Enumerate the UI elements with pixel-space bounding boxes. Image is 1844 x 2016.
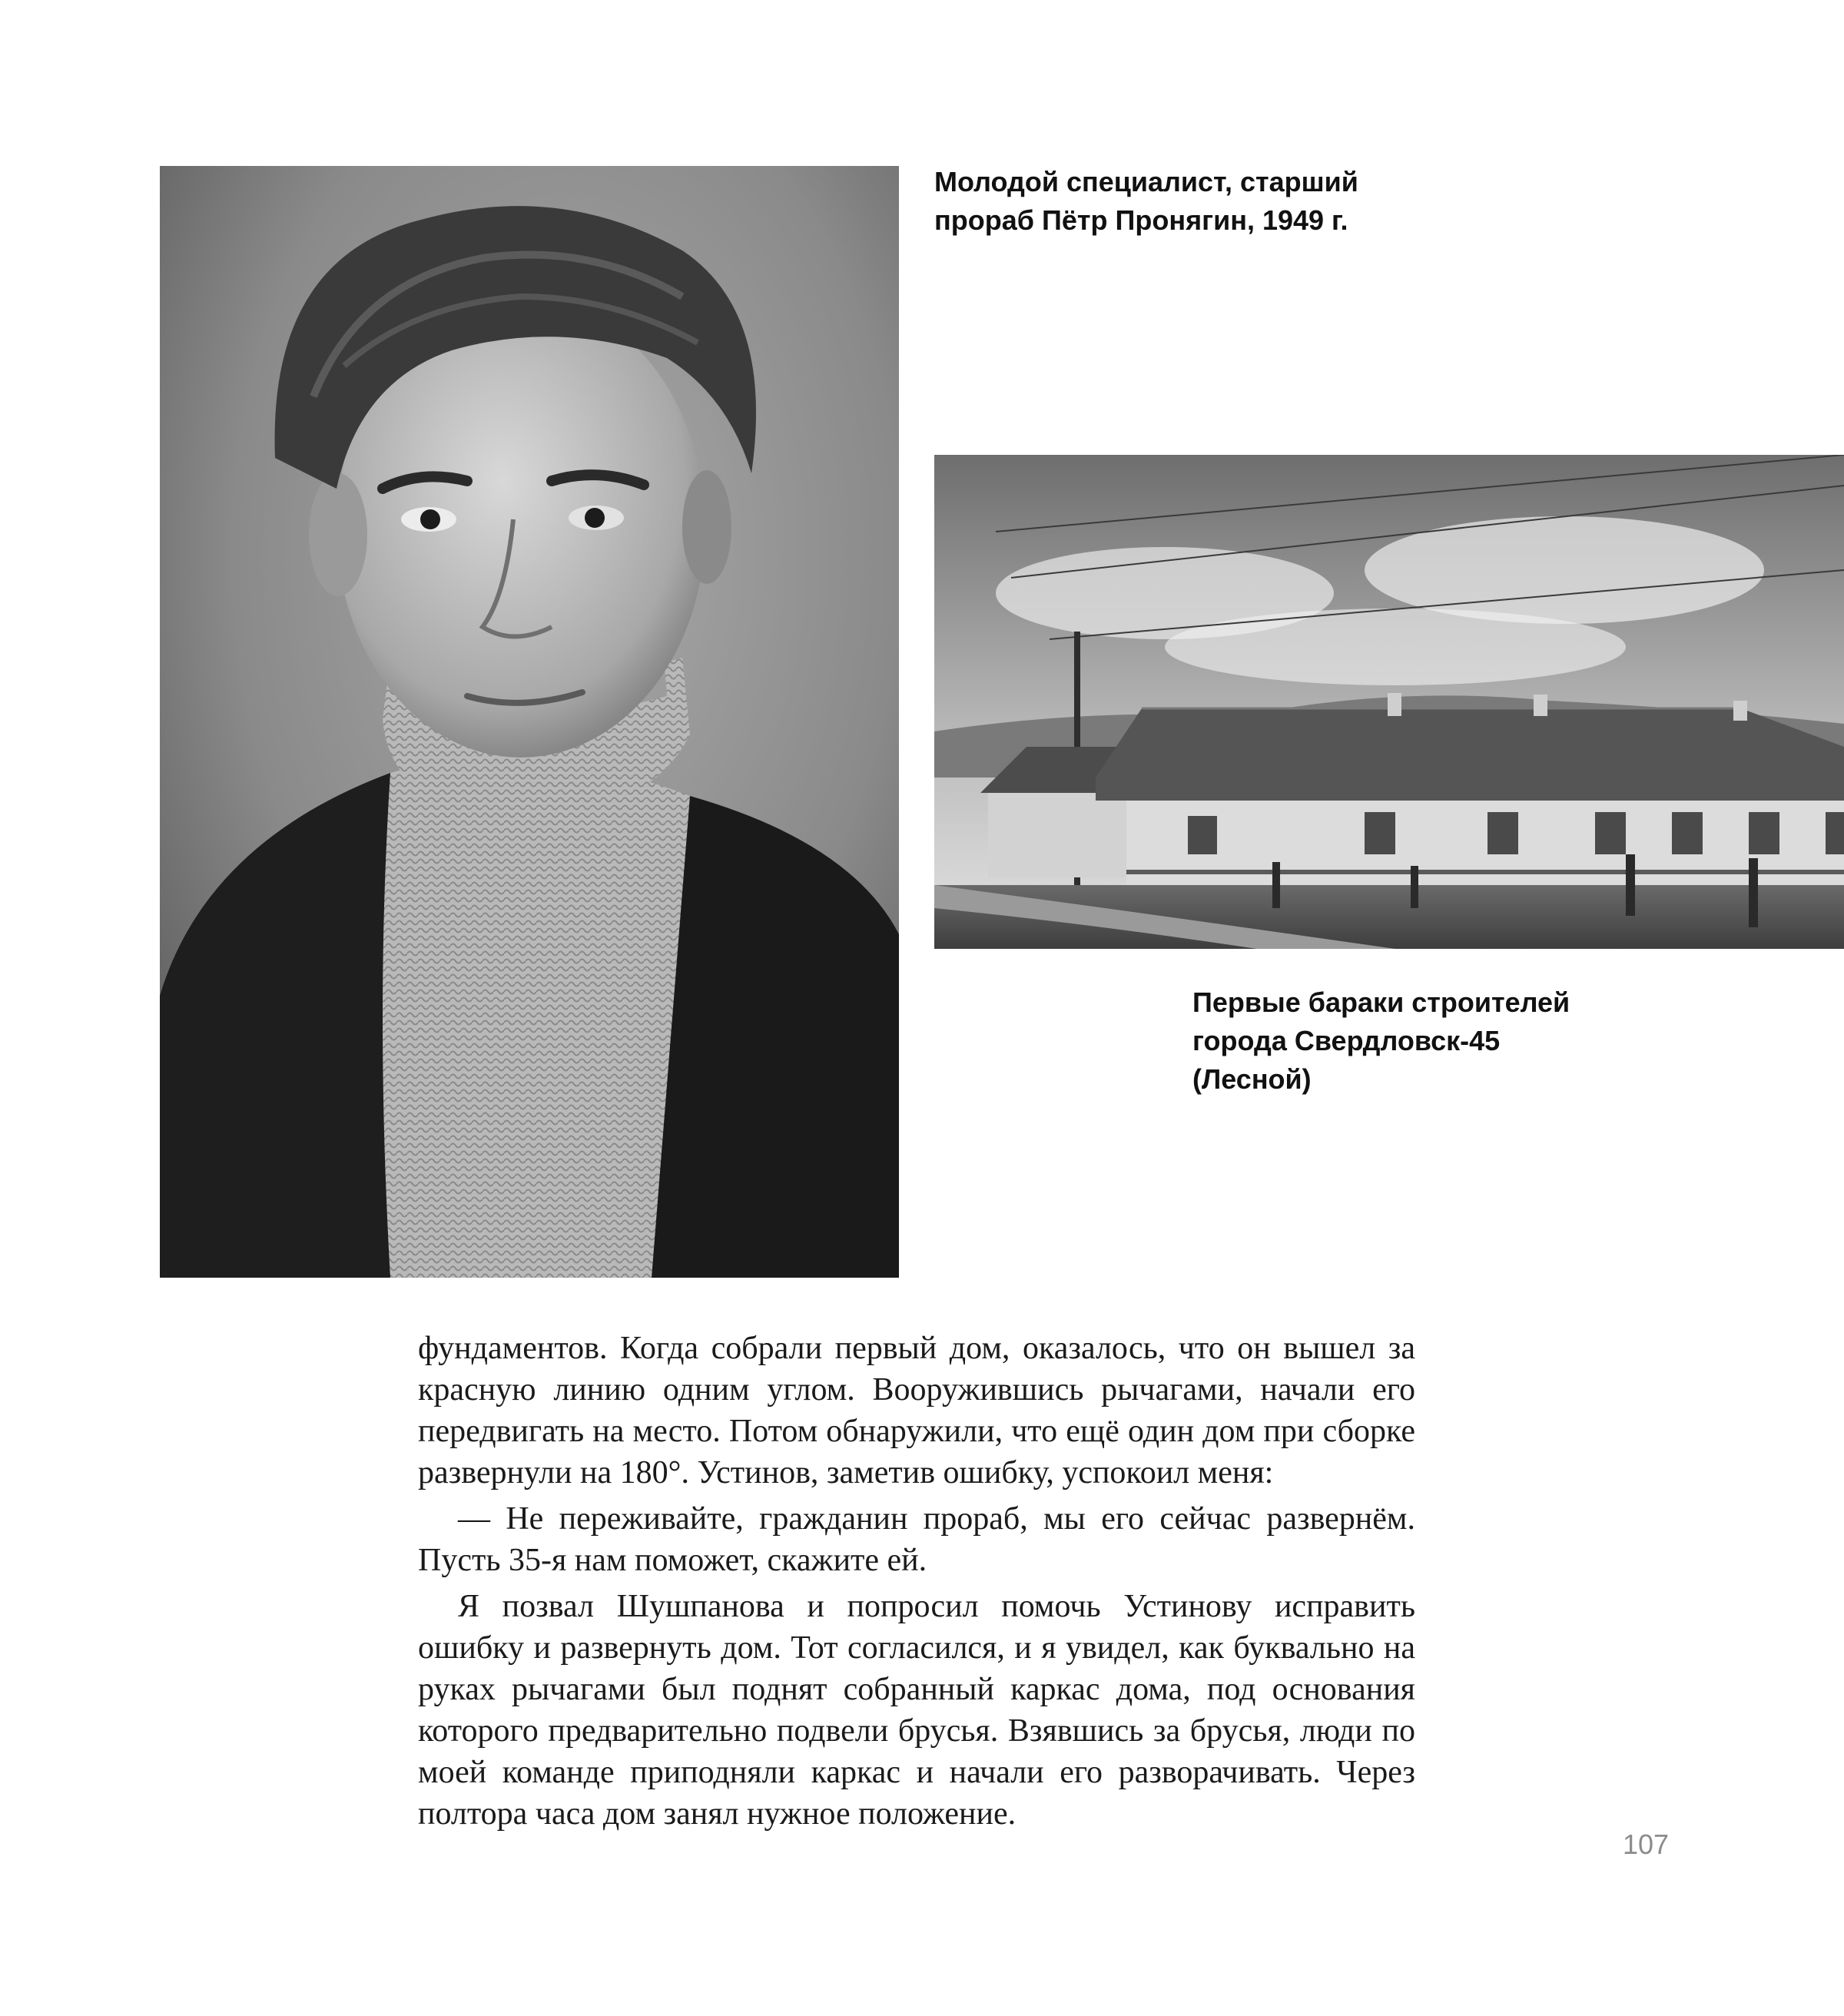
body-paragraph: — Не переживайте, гражданин прораб, мы его сейчас развернём. Пусть 35-я нам поможет, скажите ей. — [418, 1501, 1415, 1578]
body-paragraph: фундаментов. Когда собрали первый дом, оказалось, что он вышел за красную линию одним углом. Вооружившись рычагами, начали его передвигать на место. Потом обнаружили, что ещё один дом при сборке развернули на 180°. Устинов, заметив ошибку, успокоил меня: — [418, 1331, 1415, 1490]
page-number: 107 — [1623, 1829, 1670, 1860]
portrait-photo-image — [160, 166, 899, 1278]
body-paragraph: Я позвал Шушпанова и попросил помочь Устинову исправить ошибку и развернуть дом. Тот согласился, и я увидел, как буквально на руках рычагами был поднят собранный каркас дома, под основания которого предварительно подвели брусья. Взявшись за брусья, люди по моей команде приподняли каркас и начали его разворачивать. Через полтора часа дом занял нужное положение. — [418, 1589, 1415, 1832]
barracks-photo — [934, 455, 1844, 949]
barracks-photo-image — [934, 455, 1844, 949]
portrait-photo — [160, 166, 899, 1278]
portrait-caption: Молодой специалист, старший прораб Пётр Пронягин, 1949 г. — [934, 166, 1358, 236]
body-text — [418, 1328, 1415, 1835]
barracks-caption: Первые бараки строителей города Свердловск-45 (Лесной) — [1192, 986, 1570, 1095]
